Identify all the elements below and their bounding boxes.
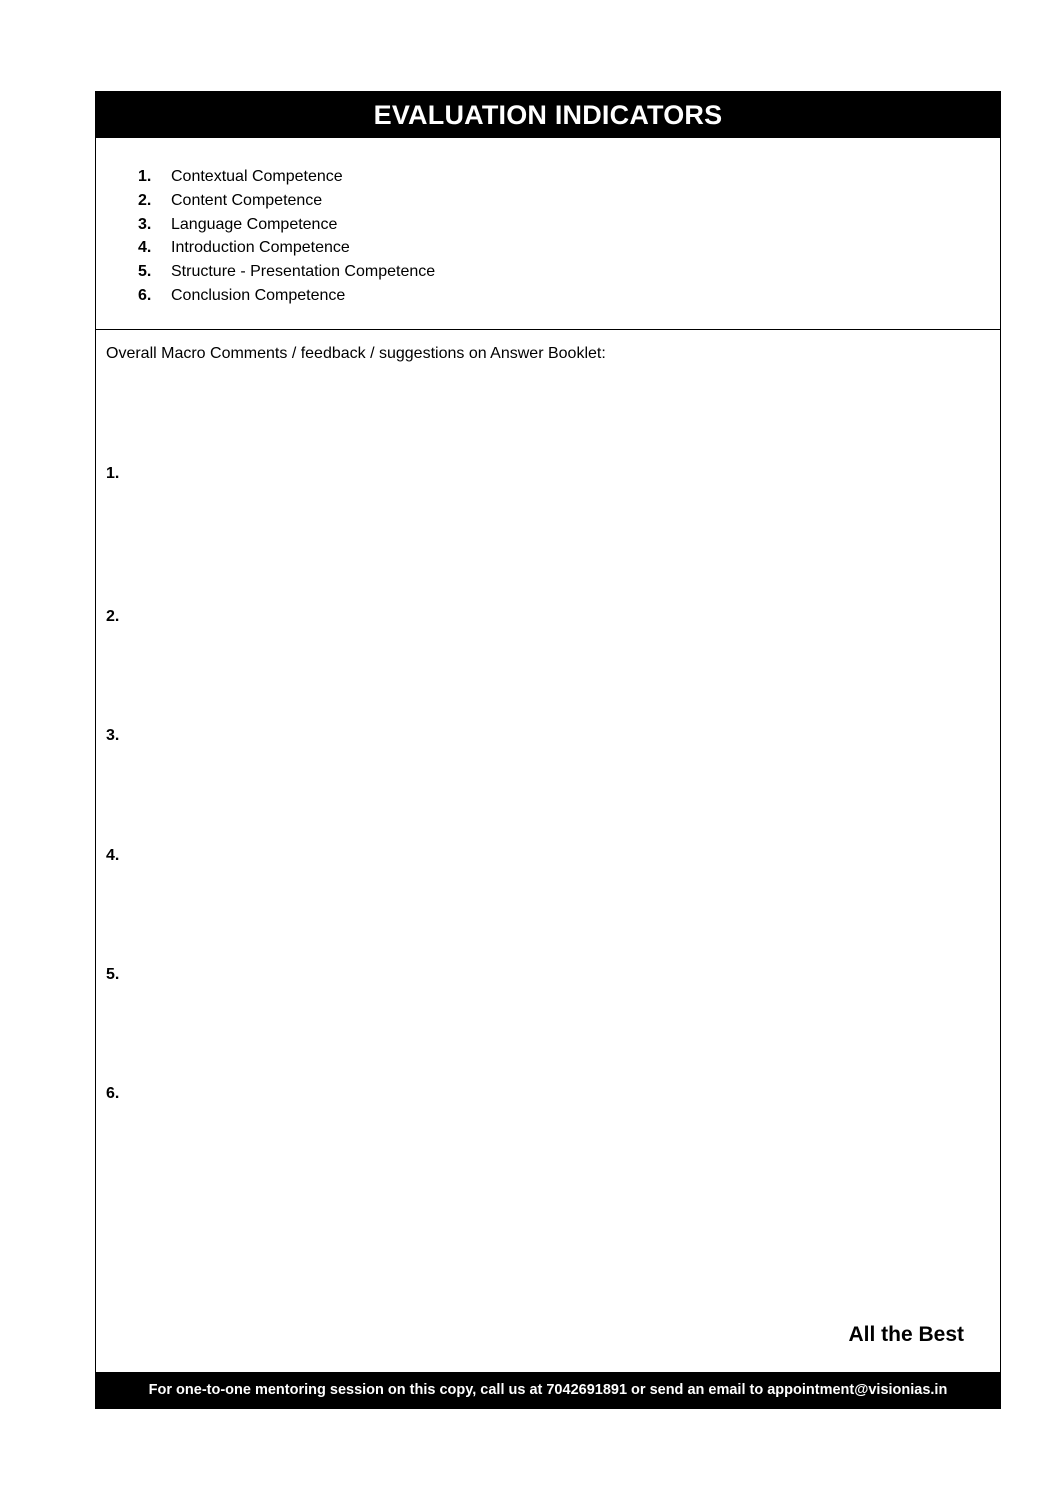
comment-point-2: 2.: [106, 608, 120, 625]
indicator-label: Conclusion Competence: [171, 286, 346, 304]
indicator-label: Language Competence: [171, 215, 338, 233]
indicator-item: [138, 213, 435, 237]
sheet-title: EVALUATION INDICATORS: [373, 99, 723, 130]
indicator-item: [138, 260, 435, 284]
comment-point-4: 4.: [106, 847, 120, 864]
indicator-number: 5.: [138, 263, 152, 281]
indicator-number: 3.: [138, 215, 152, 233]
indicator-label: Content Competence: [171, 191, 323, 209]
indicator-item: [138, 165, 435, 189]
indicators-list: [138, 165, 435, 308]
evaluation-sheet: [95, 91, 1001, 1409]
indicator-item: [138, 236, 435, 260]
comments-heading: Overall Macro Comments / feedback / suggestions on Answer Booklet:: [106, 345, 606, 362]
comment-point-5: 5.: [106, 966, 120, 983]
indicator-number: 6.: [138, 286, 152, 304]
indicator-number: 1.: [138, 168, 152, 185]
comment-point-1: 1.: [106, 465, 120, 482]
indicator-label: Structure - Presentation Competence: [171, 263, 436, 281]
indicators-section: [96, 138, 1000, 330]
footer-text: For one-to-one mentoring session on this copy, call us at 7042691891 or send an email to appointment@visionias.in: [148, 1382, 948, 1398]
indicator-number: 4.: [138, 239, 152, 257]
indicator-label: Contextual Competence: [171, 168, 343, 185]
indicator-item: [138, 189, 435, 213]
comment-point-6: 6.: [106, 1085, 120, 1102]
closing-message: All the Best: [848, 1323, 964, 1346]
indicator-number: 2.: [138, 191, 152, 209]
sheet-header: [96, 92, 1000, 138]
footer-bar: [96, 1372, 1000, 1408]
indicator-label: Introduction Competence: [171, 239, 350, 257]
indicator-item: [138, 284, 435, 308]
comment-point-3: 3.: [106, 727, 120, 744]
